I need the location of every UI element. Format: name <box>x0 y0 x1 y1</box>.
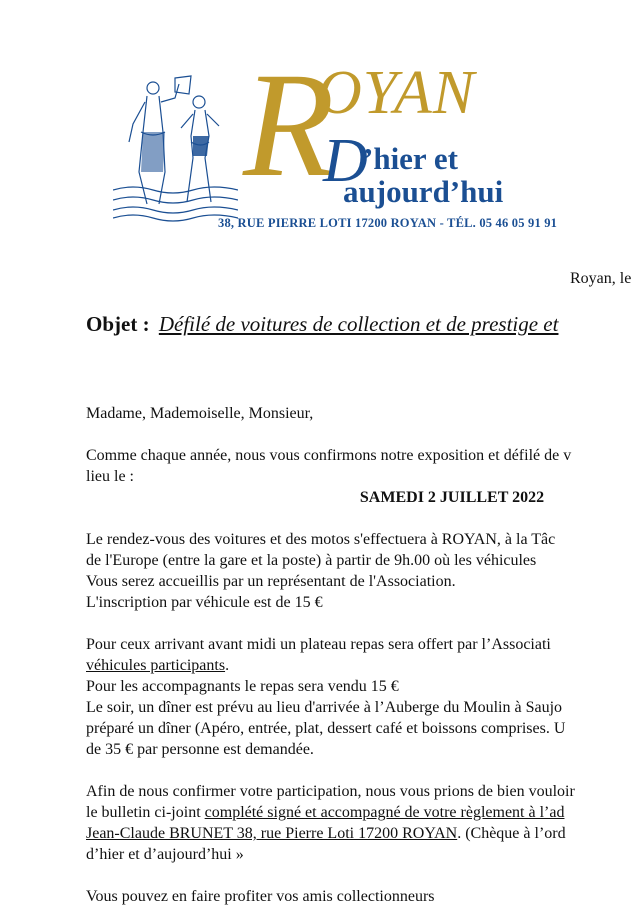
salutation: Madame, Mademoiselle, Monsieur, <box>86 405 314 422</box>
payment-instructions-underlined: complété signé et accompagné de votre règlement à l’ad <box>204 804 565 821</box>
paragraph-3-line-1: Pour ceux arrivant avant midi un plateau repas sera offert par l’Associati <box>86 636 551 653</box>
letterhead <box>105 42 625 240</box>
paragraph-1-line-1: Comme chaque année, nous vous confirmons notre exposition et défilé de v <box>86 447 572 464</box>
paragraph-4-line-1: Afin de nous confirmer votre participation, nous vous prions de bien vouloir <box>86 783 575 800</box>
logo-tagline-1: ’hier et <box>363 141 458 176</box>
paragraph-3-line-5: préparé un dîner (Apéro, entrée, plat, dessert café et boissons comprises. U <box>86 720 566 737</box>
paragraph-1-line-2: lieu le : <box>86 468 134 485</box>
paragraph-4-line-2 <box>86 802 640 823</box>
paragraph-3-line-2 <box>86 655 640 676</box>
cheque-text: . (Chèque à l’ord <box>457 825 566 842</box>
logo-tagline-2: aujourd’hui <box>343 174 504 209</box>
letter-body <box>86 403 640 905</box>
logo-initial-d: D <box>323 127 368 195</box>
bathers-illustration <box>113 72 238 222</box>
subject-label: Objet : <box>86 312 150 336</box>
paragraph-4-line-4: d’hier et d’aujourd’hui » <box>86 846 244 863</box>
subject-text: Défilé de voitures de collection et de prestige et <box>158 312 559 336</box>
paragraph-4-line-3 <box>86 823 640 844</box>
date-line: Royan, le <box>570 270 632 287</box>
letterhead-address: 38, RUE PIERRE LOTI 17200 ROYAN - TÉL. 05 46 05 91 91 <box>218 216 558 230</box>
paragraph-3-line-3: Pour les accompagnants le repas sera vendu 15 € <box>86 678 399 695</box>
paragraph-2-line-3: Vous serez accueillis par un représentant de l'Association. <box>86 573 456 590</box>
paragraph-2-line-2: de l'Europe (entre la gare et la poste) à partir de 9h.00 où les véhicules <box>86 552 537 569</box>
paragraph-3-line-6: de 35 € par personne est demandée. <box>86 741 314 758</box>
period: . <box>225 657 230 674</box>
paragraph-2-line-4: L'inscription par véhicule est de 15 € <box>86 594 323 611</box>
event-date: SAMEDI 2 JUILLET 2022 <box>359 489 545 506</box>
bulletin-text: le bulletin ci-joint <box>86 804 205 821</box>
address-underlined: Jean-Claude BRUNET 38, rue Pierre Loti 17200 ROYAN <box>86 825 458 842</box>
subject-line <box>86 312 558 337</box>
logo-oyan: OYAN <box>317 59 476 127</box>
paragraph-2-line-1: Le rendez-vous des voitures et des motos s'effectuera à ROYAN, à la Tâc <box>86 531 556 548</box>
paragraph-5-line-1: Vous pouvez en faire profiter vos amis collectionneurs <box>86 888 435 905</box>
participants-underlined: véhicules participants <box>86 657 226 674</box>
paragraph-3-line-4: Le soir, un dîner est prévu au lieu d'arrivée à l’Auberge du Moulin à Saujo <box>86 699 563 716</box>
logo-initial-r: R <box>243 42 335 208</box>
